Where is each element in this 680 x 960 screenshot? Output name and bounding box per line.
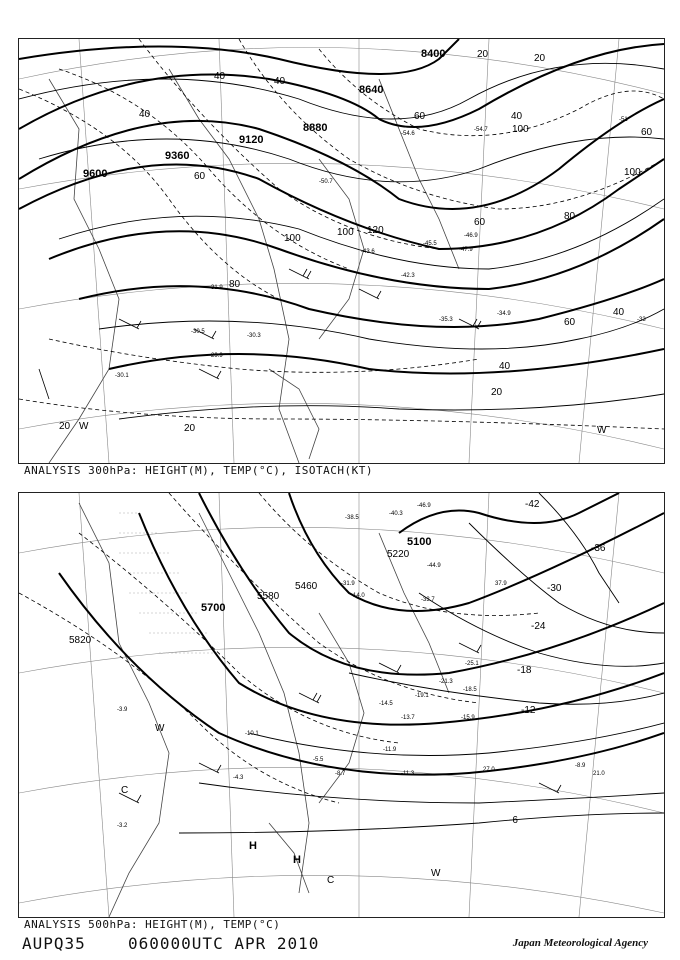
temperature-label: -43.6 — [361, 249, 375, 255]
panel-300-caption: ANALYSIS 300hPa: HEIGHT(M), TEMP(°C), ISOTACH(KT) — [24, 464, 374, 477]
isotach-label: 20 — [534, 53, 546, 64]
temperature-label: -30.5 — [191, 329, 205, 335]
isotach-label: 40 — [274, 76, 286, 87]
temperature-contour-label: -36 — [591, 543, 606, 554]
station-value: -14.5 — [379, 701, 393, 707]
isotach-label: 20 — [59, 421, 71, 432]
temperature-label: -34.9 — [497, 311, 511, 317]
height-label: 5820 — [69, 635, 92, 646]
wind-barbs — [119, 643, 561, 803]
height-label: 5220 — [387, 549, 410, 560]
isotach-label: 40 — [613, 307, 625, 318]
isotach-label: 100 — [512, 124, 529, 135]
temperature-label: -46.9 — [464, 233, 478, 239]
isotach-label: 100 — [624, 167, 641, 178]
temperature-contour-label: -6 — [509, 815, 518, 826]
isotach-label: 40 — [499, 361, 511, 372]
height-label: 5700 — [201, 602, 226, 614]
temperature-contour-label: -12 — [521, 705, 536, 716]
station-value: -10.1 — [245, 731, 259, 737]
station-value: -11.3 — [401, 771, 415, 777]
station-value: 27.0 — [483, 767, 495, 773]
isotach-label: 60 — [641, 127, 653, 138]
high-pressure-center: H — [293, 854, 301, 866]
station-value: -33.7 — [421, 597, 435, 603]
temperature-label: -45.5 — [423, 241, 437, 247]
warm-center-marker: W — [431, 868, 441, 879]
temperature-contour-label: -24 — [531, 621, 546, 632]
height-label: 9360 — [165, 150, 190, 162]
station-value: -46.9 — [417, 503, 431, 509]
map-300hpa-canvas — [19, 39, 664, 463]
isotach-label: 60 — [194, 171, 206, 182]
station-value: 37.9 — [495, 581, 507, 587]
isotach-label: 20 — [491, 387, 503, 398]
warm-center-marker: W — [79, 421, 89, 432]
temperature-label: -54.6 — [401, 131, 415, 137]
high-pressure-center: H — [249, 840, 257, 852]
isotach-label: 40 — [511, 111, 523, 122]
height-label: 8880 — [303, 122, 328, 134]
warm-center-marker: W — [155, 723, 165, 734]
height-label: 8400 — [421, 48, 446, 60]
isotach-label: 60 — [564, 317, 576, 328]
isotach-label: 100 — [337, 227, 354, 238]
graticule — [19, 493, 664, 917]
height-label: 5460 — [295, 581, 318, 592]
station-value: -40.3 — [389, 511, 403, 517]
temperature-label: -47.9 — [459, 247, 473, 253]
height-label: 9120 — [239, 134, 264, 146]
isotach-label: 100 — [284, 233, 301, 244]
temperature-label: -51 — [619, 117, 628, 123]
temperature-contour-label: -42 — [525, 499, 540, 510]
isotach-label: 40 — [214, 71, 226, 82]
station-value: -4.3 — [233, 775, 244, 781]
station-value: -19.1 — [415, 693, 429, 699]
station-value: -25.1 — [465, 661, 479, 667]
cold-center-marker: C — [121, 785, 129, 796]
isotach-label: 20 — [184, 423, 196, 434]
station-value: -13.7 — [401, 715, 415, 721]
temperature-label: -31.9 — [209, 285, 223, 291]
map-panel-500hpa — [18, 492, 665, 918]
hatched-region — [119, 513, 219, 653]
panel-500-caption: ANALYSIS 500hPa: HEIGHT(M), TEMP(°C) — [24, 918, 281, 931]
temperature-label: -33 — [637, 317, 646, 323]
station-value: -3.2 — [117, 823, 128, 829]
temperature-contour-label: -18 — [517, 665, 532, 676]
station-value: -31.9 — [341, 581, 355, 587]
temperature-label: -50.7 — [319, 179, 333, 185]
temperature-label: -42.3 — [401, 273, 415, 279]
station-value: -8.9 — [575, 763, 586, 769]
height-contours — [59, 493, 664, 775]
cold-center-marker: C — [327, 875, 335, 886]
isotach-label: 40 — [139, 109, 151, 120]
map-panel-300hpa — [18, 38, 665, 464]
temperature-label: -54.7 — [474, 127, 488, 133]
height-label: 8640 — [359, 84, 384, 96]
temperature-label: -35.3 — [439, 317, 453, 323]
temperature-contour-label: -30 — [547, 583, 562, 594]
isotach-label: 120 — [367, 225, 384, 236]
station-value: -5.5 — [313, 757, 324, 763]
station-value: -18.5 — [463, 687, 477, 693]
station-value: 14.0 — [353, 593, 365, 599]
station-value: 21.0 — [593, 771, 605, 777]
station-value: -21.3 — [439, 679, 453, 685]
map-500hpa-canvas — [19, 493, 664, 917]
isotach-label: 60 — [474, 217, 486, 228]
station-value: -15.9 — [461, 715, 475, 721]
station-value: -8.7 — [335, 771, 346, 777]
coastline — [79, 503, 449, 917]
temperature-label: -30.1 — [115, 373, 129, 379]
isotach-label: 60 — [414, 111, 426, 122]
height-label: 5100 — [407, 536, 432, 548]
agency-name: Japan Meteorological Agency — [512, 937, 648, 949]
product-id: AUPQ35 — [22, 934, 86, 953]
isotach-label: 80 — [564, 211, 576, 222]
temperature-label: -29.9 — [209, 353, 223, 359]
height-label: 9600 — [83, 168, 108, 180]
isotach-label: 80 — [229, 279, 241, 290]
warm-center-marker: W — [597, 425, 607, 436]
station-value: -38.5 — [345, 515, 359, 521]
station-value: -11.9 — [383, 747, 397, 753]
isotach-label: 20 — [477, 49, 489, 60]
station-value: -3.9 — [117, 707, 128, 713]
temperature-label: -30.3 — [247, 333, 261, 339]
issue-time: 060000UTC APR 2010 — [128, 934, 320, 953]
height-label: 5580 — [257, 591, 280, 602]
graticule — [19, 39, 664, 463]
station-value: -44.9 — [427, 563, 441, 569]
